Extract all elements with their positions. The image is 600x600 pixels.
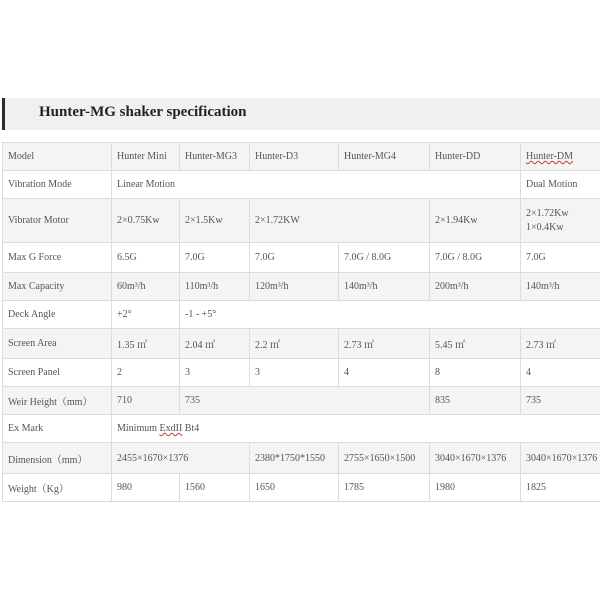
- table-cell: 3040×1670×1376: [521, 443, 600, 474]
- table-cell: +2°: [112, 301, 180, 329]
- header-cell: Hunter-D3: [250, 143, 339, 171]
- table-cell: 835: [430, 387, 521, 415]
- table-cell: 2755×1650×1500: [339, 443, 430, 474]
- table-row: [3, 415, 600, 443]
- row-label: Vibrator Motor: [3, 199, 112, 243]
- row-label: Vibration Mode: [3, 171, 112, 199]
- table-cell-line: 2×1.72Kw: [526, 207, 569, 219]
- table-cell: 140m³/h: [339, 273, 430, 301]
- table-cell: 2380*1750*1550: [250, 443, 339, 474]
- table-cell: 2.73 ㎡: [521, 329, 600, 359]
- table-cell: 120m³/h: [250, 273, 339, 301]
- table-row: [3, 443, 600, 474]
- header-cell: Hunter-DD: [430, 143, 521, 171]
- row-label: Ex Mark: [3, 415, 112, 443]
- spec-table: [2, 142, 600, 502]
- table-cell: 5.45 ㎡: [430, 329, 521, 359]
- table-cell: 2×1.94Kw: [430, 199, 521, 243]
- table-row: [3, 359, 600, 387]
- table-cell: 735: [521, 387, 600, 415]
- table-cell: Linear Motion: [112, 171, 521, 199]
- table-row: [3, 387, 600, 415]
- table-cell: 4: [339, 359, 430, 387]
- header-cell: Hunter Mini: [112, 143, 180, 171]
- table-row: [3, 329, 600, 359]
- table-row: [3, 273, 600, 301]
- row-label: Screen Area: [3, 329, 112, 359]
- table-cell-line: 1×0.4Kw: [526, 221, 564, 233]
- table-row: [3, 199, 600, 243]
- table-cell: 2×0.75Kw: [112, 199, 180, 243]
- header-cell: Hunter-MG4: [339, 143, 430, 171]
- table-cell: 7.0G: [521, 243, 600, 273]
- table-cell: 1980: [430, 474, 521, 502]
- row-label: Screen Panel: [3, 359, 112, 387]
- table-cell: 2×1.72KW: [250, 199, 430, 243]
- table-cell: Dual Motion: [521, 171, 600, 199]
- table-cell: 2.2 ㎡: [250, 329, 339, 359]
- header-cell-text: Hunter-DM: [526, 151, 574, 162]
- table-cell: 7.0G: [180, 243, 250, 273]
- table-cell: 60m³/h: [112, 273, 180, 301]
- page-title: Hunter-MG shaker specification: [39, 104, 247, 120]
- table-cell: 1785: [339, 474, 430, 502]
- ex-mark-suffix: Bt4: [182, 423, 200, 434]
- table-cell: 2: [112, 359, 180, 387]
- table-cell: 110m³/h: [180, 273, 250, 301]
- table-cell: 7.0G / 8.0G: [339, 243, 430, 273]
- table-row: [3, 171, 600, 199]
- row-label: Deck Angle: [3, 301, 112, 329]
- table-cell: -1 - +5°: [180, 301, 600, 329]
- table-cell: 6.5G: [112, 243, 180, 273]
- table-row: [3, 301, 600, 329]
- table-cell: 2.04 ㎡: [180, 329, 250, 359]
- table-cell: 735: [180, 387, 430, 415]
- table-cell: [521, 199, 600, 243]
- table-cell: 710: [112, 387, 180, 415]
- table-cell: 2×1.5Kw: [180, 199, 250, 243]
- table-cell: 7.0G / 8.0G: [430, 243, 521, 273]
- row-label: Dimension（mm）: [3, 443, 112, 474]
- header-cell: Model: [3, 143, 112, 171]
- table-cell: 7.0G: [250, 243, 339, 273]
- table-cell: 2455×1670×1376: [112, 443, 250, 474]
- table-cell: 1825: [521, 474, 600, 502]
- header-cell: [521, 143, 600, 171]
- header-row: [3, 143, 600, 171]
- table-cell: 2.73 ㎡: [339, 329, 430, 359]
- table-cell: 3: [180, 359, 250, 387]
- row-label: Max G Force: [3, 243, 112, 273]
- table-cell: 1.35 ㎡: [112, 329, 180, 359]
- table-row: [3, 474, 600, 502]
- ex-mark-prefix: Minimum: [117, 423, 160, 434]
- table-cell: 200m³/h: [430, 273, 521, 301]
- table-cell: 8: [430, 359, 521, 387]
- row-label: Weir Height（mm）: [3, 387, 112, 415]
- table-cell: 3040×1670×1376: [430, 443, 521, 474]
- table-cell: 3: [250, 359, 339, 387]
- table-row: [3, 243, 600, 273]
- table-cell: [112, 415, 600, 443]
- table-cell: 1560: [180, 474, 250, 502]
- ex-mark-code: ExdII: [159, 423, 183, 434]
- table-cell: 4: [521, 359, 600, 387]
- table-cell: 980: [112, 474, 180, 502]
- row-label: Weight（Kg）: [3, 474, 112, 502]
- table-cell: 140m³/h: [521, 273, 600, 301]
- row-label: Max Capacity: [3, 273, 112, 301]
- header-cell: Hunter-MG3: [180, 143, 250, 171]
- table-title-bar: [2, 98, 600, 130]
- table-cell: 1650: [250, 474, 339, 502]
